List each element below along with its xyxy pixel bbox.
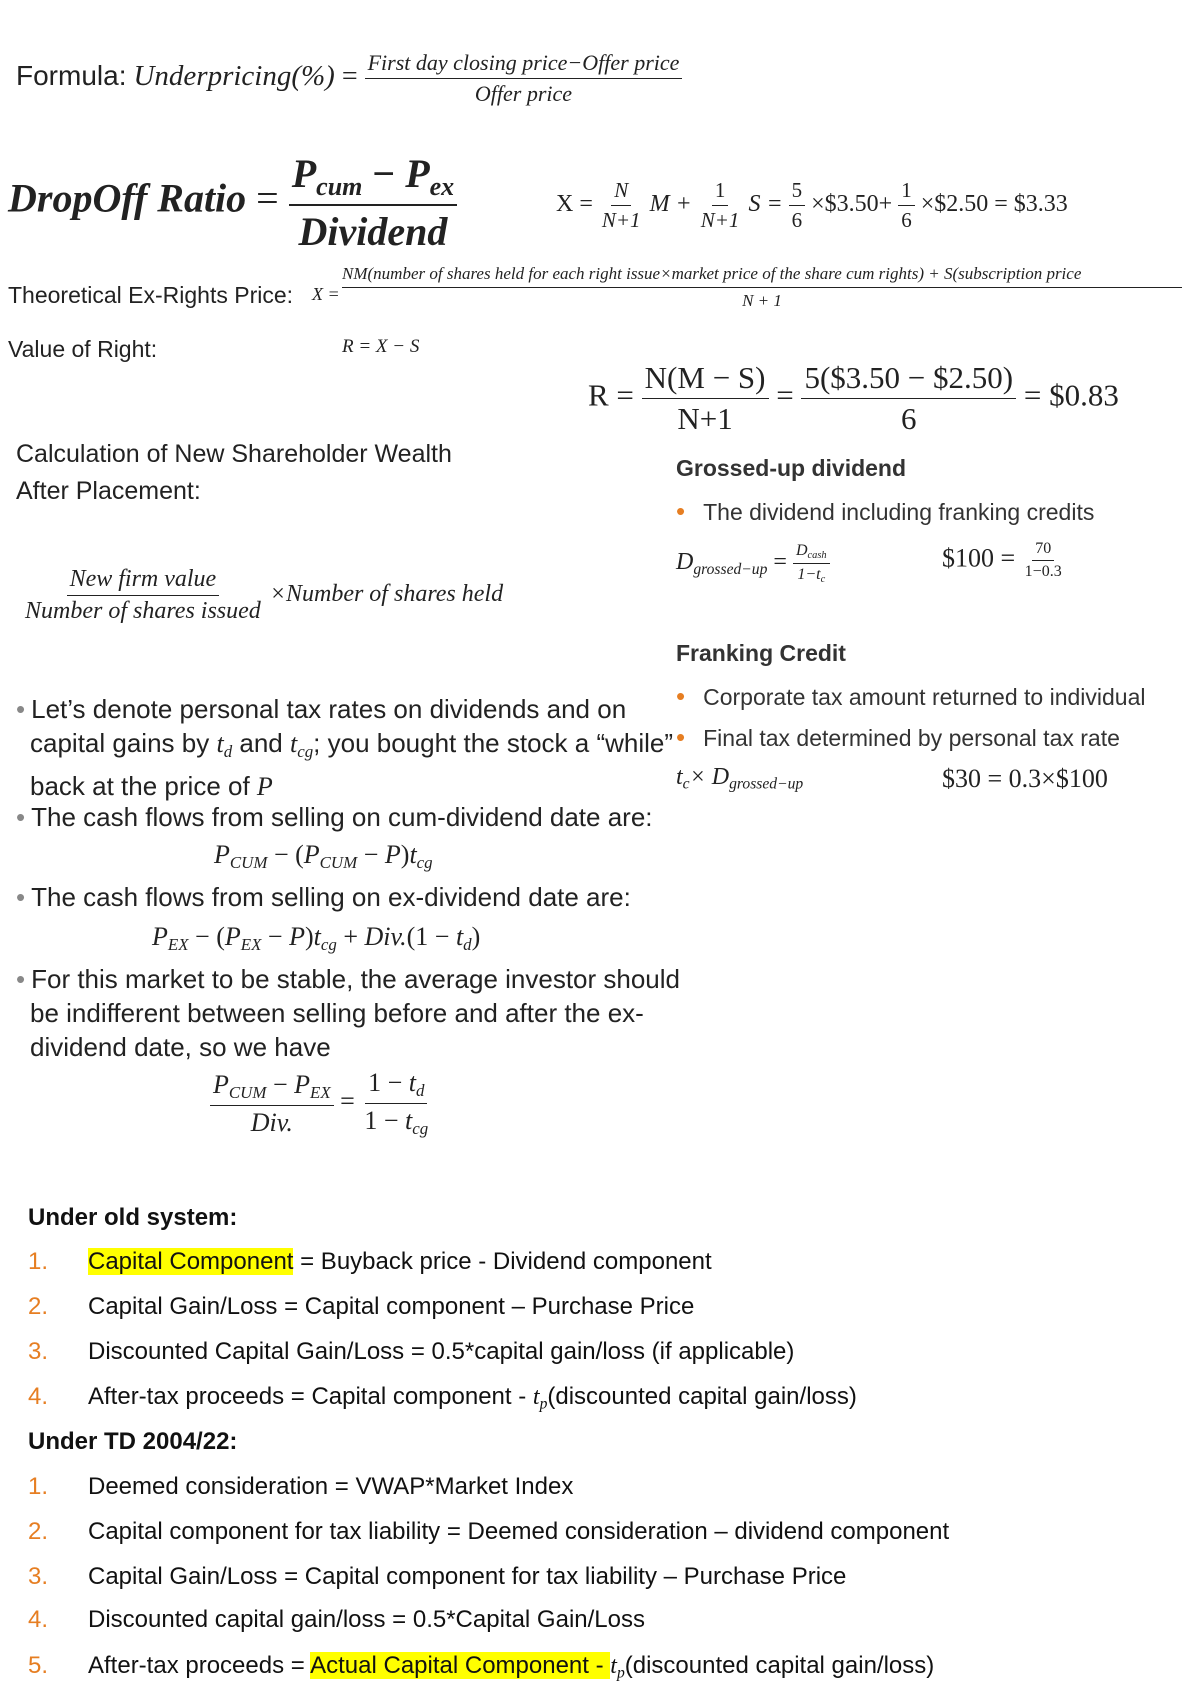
equation-ex: $P_{EX} - (P_{EX} - P)t_{cg} + Div.(1 - t_d)$ — [152, 922, 481, 955]
indifference-lhs-fraction: $\frac{P_{CUM} - P_{EX}}{\text{Div.}}$ — [210, 1070, 334, 1138]
franking-bullet-2: • Final tax determined by personal tax rate — [676, 722, 1120, 752]
grossed-up-example-fraction: $\frac{70}{1-0.3}$ — [1024, 540, 1062, 580]
new-wealth-numerator: New firm value — [67, 566, 220, 596]
bullet-dot: • — [676, 496, 686, 526]
right-example-frac1: $\frac{N(M - S)}{N+1}$ — [642, 360, 769, 437]
terp-label: Theoretical Ex-Rights Price: — [8, 282, 294, 308]
old-system-title: Under old system: — [28, 1204, 238, 1231]
underpricing-lhs: Underpricing(%) — [133, 59, 335, 92]
terp-fraction — [342, 264, 1182, 311]
td-system-title: Under TD 2004/22: — [28, 1428, 238, 1455]
new-wealth-title-2: After Placement: — [16, 477, 201, 505]
indifference-rhs-fraction: $\frac{1 - t_d}{1 - t_{cg}}$ — [364, 1068, 429, 1139]
right-example-lhs: R = — [588, 377, 634, 413]
terp-example-s: S = — [748, 191, 783, 218]
terp-example-frac4: $\frac{1}{6}$ — [898, 178, 915, 233]
equation-cum: $P_{CUM} - (P_{CUM} - P)t_{cg}$ — [214, 840, 433, 873]
terp-example-term1: ×$3.50+ — [811, 191, 893, 218]
terp-numerator: NM(number of shares held for each right issue×market price of the share cum rights) + S(subscription price — [342, 264, 1182, 288]
grossed-up-example: $100 = $\frac{70}{1-0.3}$ — [942, 540, 1065, 581]
franking-example: $30 = 0.3×$100 — [942, 764, 1108, 793]
grossed-up-fraction: $\frac{D_{cash}}{1-t_c}$ — [793, 542, 830, 585]
value-of-right-formula: R = X − S — [342, 336, 420, 357]
right-example-eq: = — [776, 377, 794, 413]
terp-example-m: M + — [649, 191, 692, 218]
terp-example-term2: ×$2.50 = $3.33 — [920, 191, 1068, 218]
value-of-right-label: Value of Right: — [8, 336, 158, 362]
new-wealth-multiplier: ×Number of shares held — [269, 581, 504, 608]
theory-bullet-4: • For this market to be stable, the average investor should be indifferent between selling before and after the ex- dividend date, so we have — [16, 964, 681, 1062]
new-wealth-denominator: Number of shares issued — [25, 598, 261, 624]
grossed-up-formula: $D_{grossed-up}$ = $\frac{D_{cash}}{1-t_c}$ — [676, 542, 830, 585]
terp-denominator: N + 1 — [742, 291, 782, 310]
franking-formula: $t_c\times D_{grossed-up}$ — [676, 764, 804, 793]
theory-bullet-2: • The cash flows from selling on cum-dividend date are: — [16, 802, 653, 832]
terp-example-frac3: $\frac{5}{6}$ — [789, 178, 806, 233]
terp-example-frac1: $\frac{N}{N+1}$ — [601, 178, 641, 232]
grossed-up-bullet: • The dividend including franking credits — [676, 496, 1095, 526]
equation-indifference: $\frac{P_{CUM} - P_{EX}}{\text{Div.}}$ = $\frac{1 - t_d}{1 - t_{cg}}$ — [210, 1068, 431, 1139]
new-wealth-fraction — [22, 566, 264, 625]
terp-example-lhs: X = — [556, 191, 593, 218]
underpricing-label: Formula: — [16, 59, 127, 91]
dropoff-lhs: DropOff Ratio — [8, 175, 247, 221]
dropoff-eq: = — [256, 175, 279, 221]
grossed-up-title: Grossed-up dividend — [676, 455, 907, 481]
theory-bullet-3: • The cash flows from selling on ex-dividend date are: — [16, 882, 631, 912]
dropoff-numerator: $P_{cum} - P_{ex}$ — [289, 150, 457, 206]
dropoff-fraction — [289, 150, 457, 255]
theory-bullet-1: • Let’s denote personal tax rates on dividends and on capital gains by $t_d$ and $t_{cg}$; you bought the stock a “while” back at the price of P — [16, 694, 674, 802]
terp-example — [556, 178, 1068, 233]
new-wealth-title-1: Calculation of New Shareholder Wealth — [16, 440, 452, 468]
terp-x: X = — [312, 284, 340, 304]
underpricing-fraction — [365, 50, 683, 107]
new-wealth-formula — [22, 566, 503, 625]
right-example-frac2: $\frac{5(\$3.50 - \$2.50)}{6}$ — [801, 360, 1016, 437]
right-example — [588, 360, 1119, 437]
underpricing-denominator: Offer price — [474, 81, 573, 106]
dropoff-denominator: Dividend — [298, 208, 448, 254]
underpricing-formula — [16, 50, 682, 107]
underpricing-eq: = — [341, 60, 358, 92]
underpricing-numerator: First day closing price−Offer price — [365, 50, 683, 79]
terp-example-frac2: $\frac{1}{N+1}$ — [700, 178, 740, 232]
franking-bullet-1: • Corporate tax amount returned to individual — [676, 681, 1146, 711]
right-example-result: = $0.83 — [1023, 377, 1119, 413]
franking-title: Franking Credit — [676, 640, 846, 666]
dropoff-formula — [8, 150, 457, 255]
